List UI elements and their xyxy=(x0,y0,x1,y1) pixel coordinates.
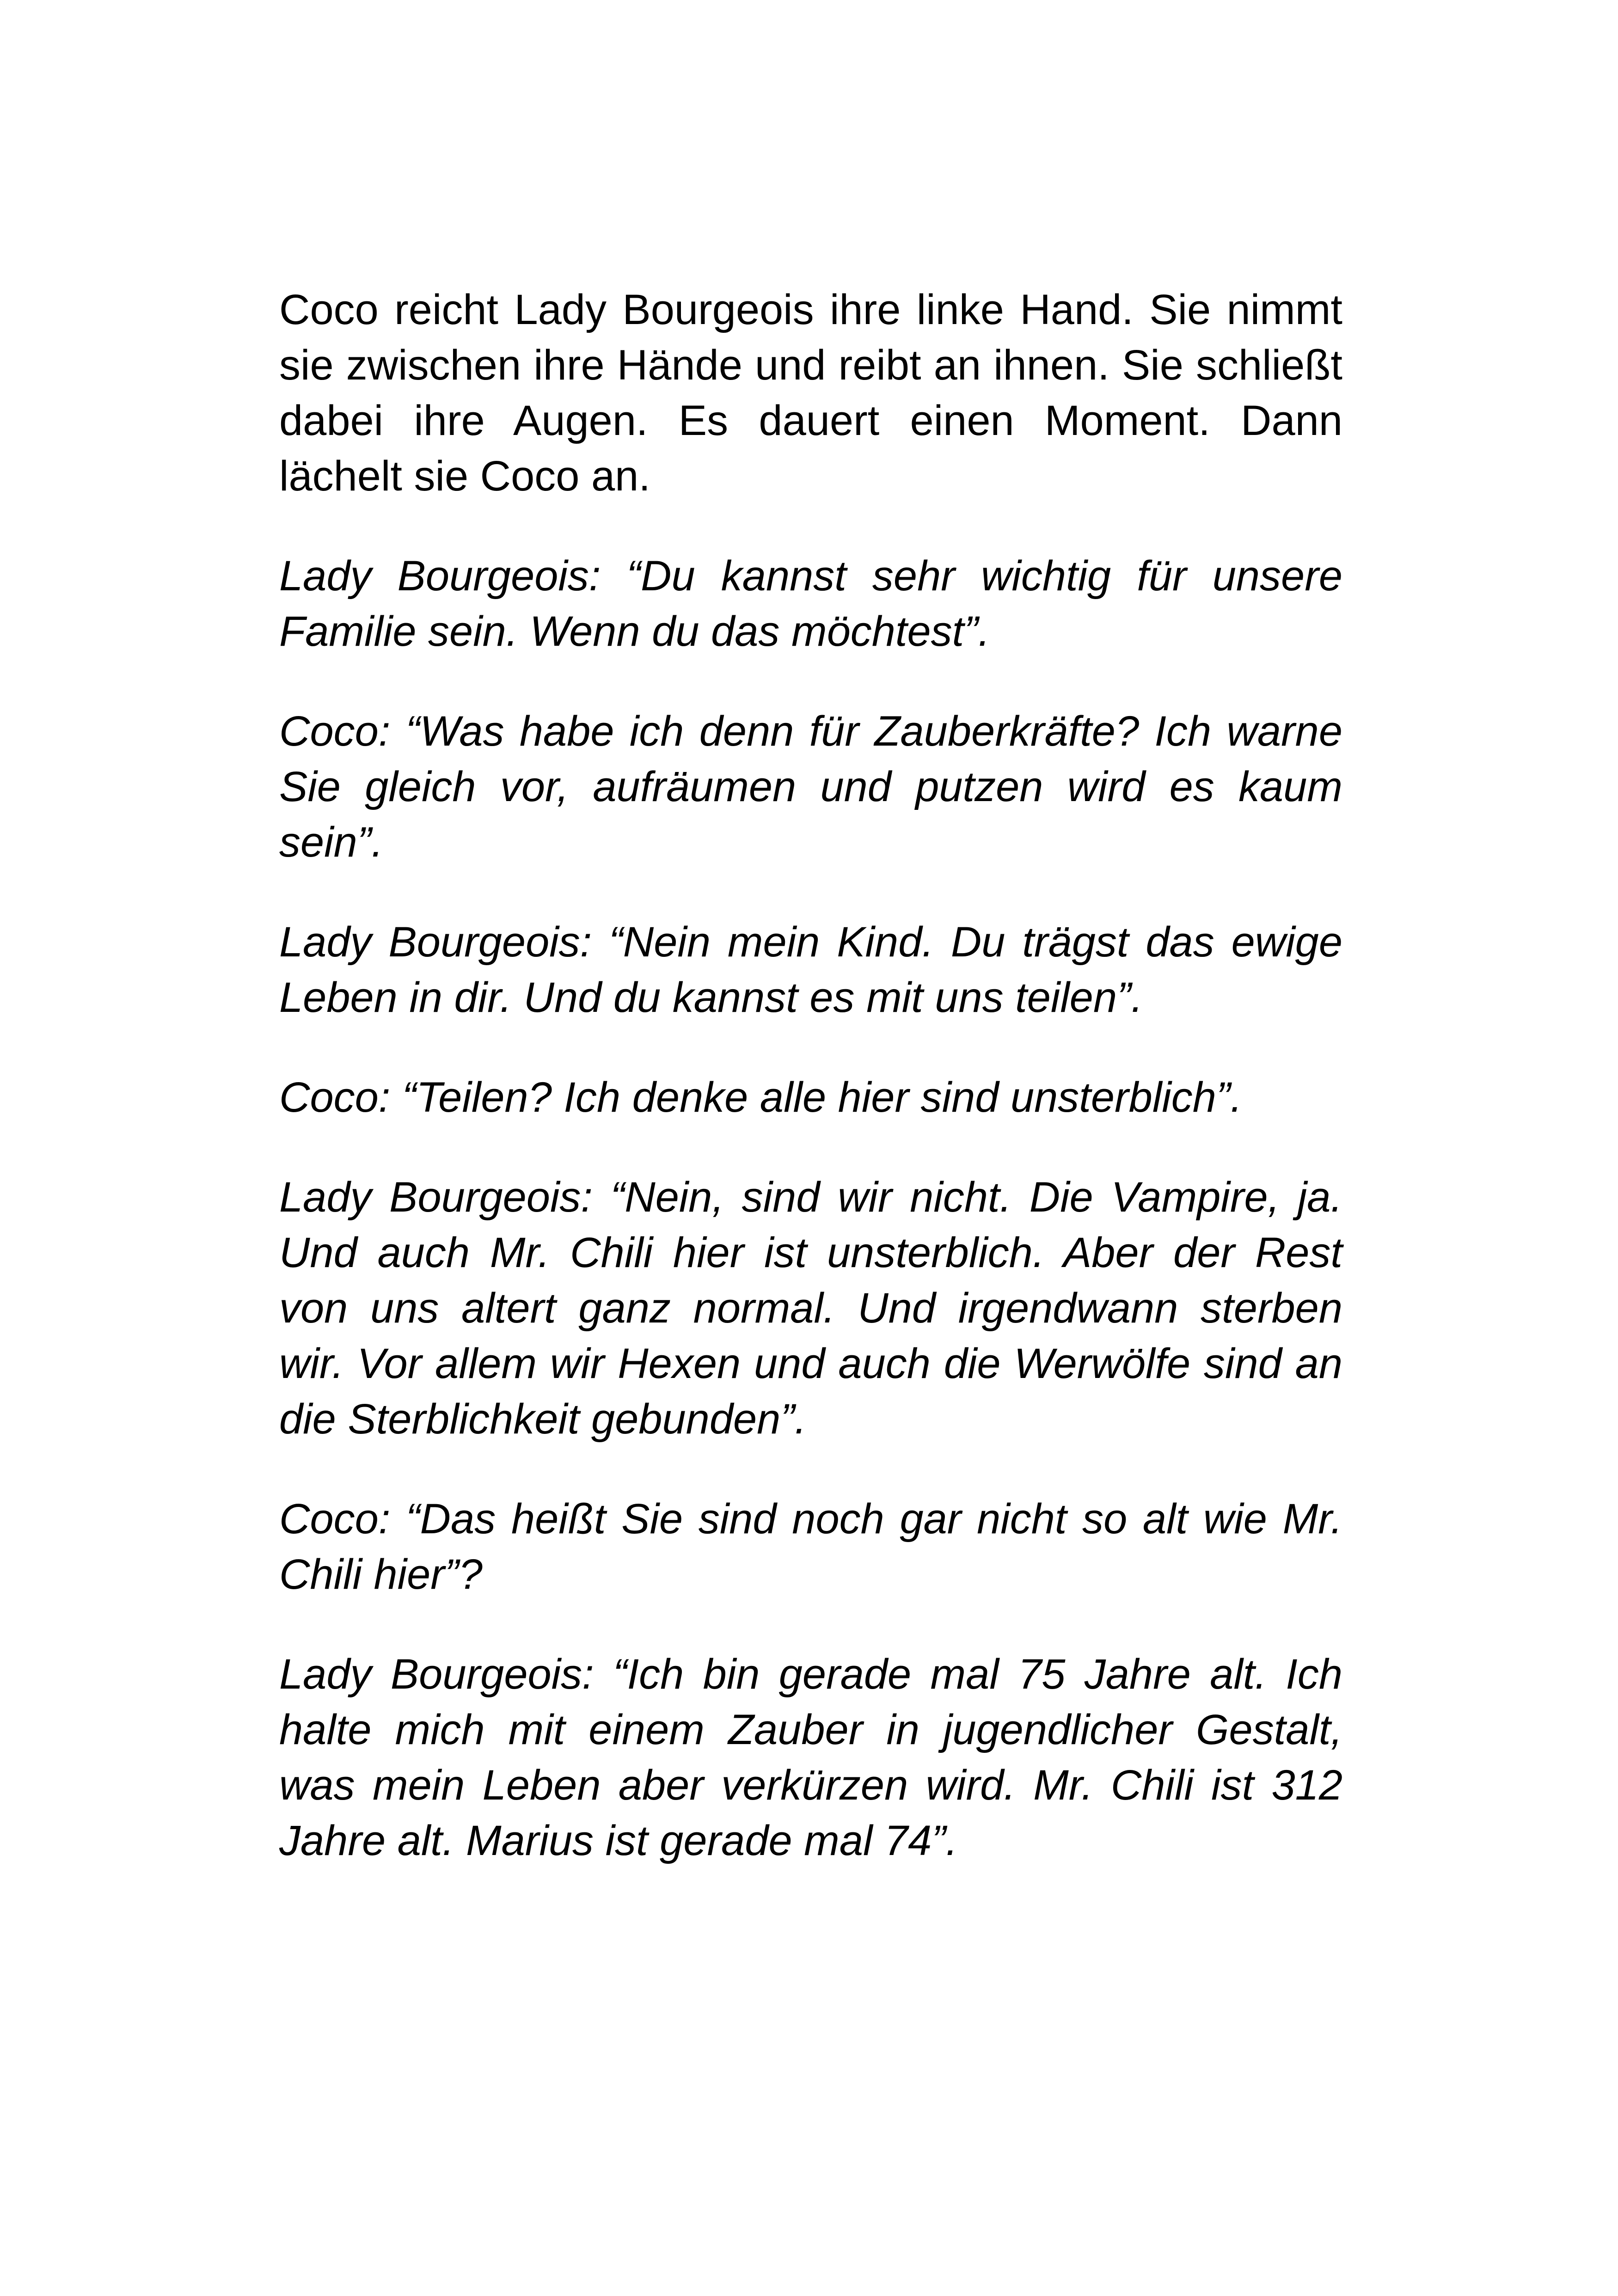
dialogue-paragraph-lady-bourgeois: Lady Bourgeois: “Ich bin gerade mal 75 Jahre alt. Ich halte mich mit einem Zauber in jugendlicher Gestalt, was mein Leben aber verkürzen wird. Mr. Chili ist 312 Jahre alt. Marius ist gerade mal 74”. xyxy=(279,1651,1342,1864)
dialogue-paragraph-coco: Coco: “Das heißt Sie sind noch gar nicht so alt wie Mr. Chili hier”? xyxy=(279,1495,1342,1598)
dialogue-paragraph-lady-bourgeois: Lady Bourgeois: “Nein, sind wir nicht. Die Vampire, ja. Und auch Mr. Chili hier ist unsterblich. Aber der Rest von uns altert ganz normal. Und irgendwann sterben wir. Vor allem wir Hexen und auch die Werwölfe sind an die Sterblichkeit gebunden”. xyxy=(279,1174,1342,1443)
dialogue-paragraph-lady-bourgeois: Lady Bourgeois: “Du kannst sehr wichtig für unsere Familie sein. Wenn du das möchtest”. xyxy=(279,552,1342,655)
dialogue-paragraph-lady-bourgeois: Lady Bourgeois: “Nein mein Kind. Du trägst das ewige Leben in dir. Und du kannst es mit uns teilen”. xyxy=(279,918,1342,1021)
story-text xyxy=(279,282,1342,1913)
dialogue-paragraph-coco: Coco: “Was habe ich denn für Zauberkräfte? Ich warne Sie gleich vor, aufräumen und putzen wird es kaum sein”. xyxy=(279,708,1342,866)
narration-paragraph: Coco reicht Lady Bourgeois ihre linke Hand. Sie nimmt sie zwischen ihre Hände und reibt an ihnen. Sie schließt dabei ihre Augen. Es dauert einen Moment. Dann lächelt sie Coco an. xyxy=(279,286,1342,500)
dialogue-paragraph-coco: Coco: “Teilen? Ich denke alle hier sind unsterblich”. xyxy=(279,1074,1243,1121)
